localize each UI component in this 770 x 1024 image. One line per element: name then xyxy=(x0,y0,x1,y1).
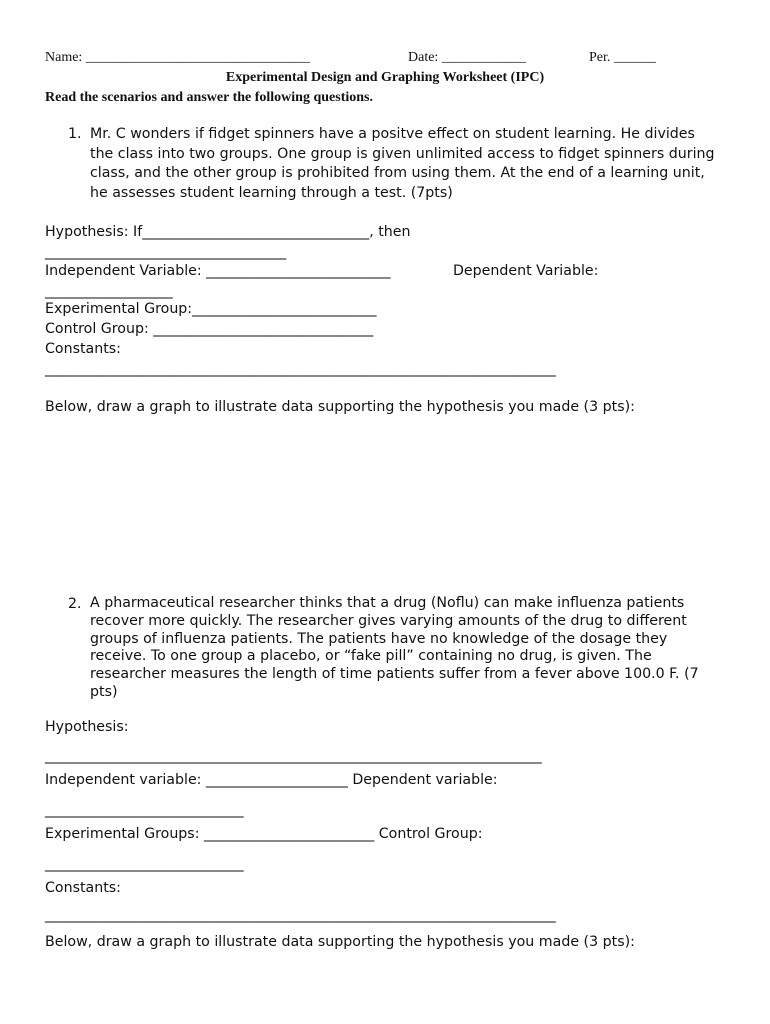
name-field-label: Name: ________________________________ xyxy=(45,50,310,65)
question-1-number: 1. xyxy=(68,126,82,142)
q1-hypothesis-continuation: __________________________________ xyxy=(45,244,287,260)
q1-graph-prompt: Below, draw a graph to illustrate data supporting the hypothesis you made (3 pts): xyxy=(45,399,635,415)
period-field-label: Per. ______ xyxy=(589,50,656,65)
q2-independent-dependent-variables: Independent variable: ____________________ Dependent variable: xyxy=(45,772,498,788)
question-2-number: 2. xyxy=(68,596,82,612)
q2-hypothesis-line: ______________________________________________________________________ xyxy=(45,748,542,764)
question-1-text: Mr. C wonders if fidget spinners have a positve effect on student learning. He divides the class into two groups. One group is given unlimited access to fidget spinners during class, and the other group is prohibited from using them. At the end of a learning unit, he assesses student learning through a test. (7pts) xyxy=(90,126,715,201)
q1-control-group: Control Group: _______________________________ xyxy=(45,321,374,337)
q2-dependent-variable-line: ____________________________ xyxy=(45,802,244,818)
q1-dependent-variable: Dependent Variable: xyxy=(453,263,599,279)
q1-constants-line: ________________________________________________________________________ xyxy=(45,361,556,377)
q2-constants-line: ________________________________________________________________________ xyxy=(45,907,556,923)
q2-experimental-control-groups: Experimental Groups: ________________________ Control Group: xyxy=(45,826,483,842)
q2-hypothesis-label: Hypothesis: xyxy=(45,719,129,735)
q1-constants-label: Constants: xyxy=(45,341,121,357)
q2-constants-label: Constants: xyxy=(45,880,121,896)
date-field-label: Date: ____________ xyxy=(408,50,526,65)
q1-independent-variable: Independent Variable: __________________________ xyxy=(45,263,391,279)
question-2-text: A pharmaceutical researcher thinks that a drug (Noflu) can make influenza patients recover more quickly. The researcher gives varying amounts of the drug to different groups of influenza patients. The patients have no knowledge of the dosage they receive. To one group a placebo, or “fake pill” containing no drug, is given. The researcher measures the length of time patients suffer from a fever above 100.0 F. (7 pts) xyxy=(90,595,699,700)
instructions: Read the scenarios and answer the following questions. xyxy=(45,90,373,105)
q2-graph-prompt: Below, draw a graph to illustrate data supporting the hypothesis you made (3 pts): xyxy=(45,934,635,950)
worksheet-title: Experimental Design and Graphing Worksheet (IPC) xyxy=(225,70,545,85)
q1-hypothesis-line: Hypothesis: If________________________________, then xyxy=(45,224,411,240)
q1-dependent-variable-line: __________________ xyxy=(45,283,173,299)
q1-experimental-group: Experimental Group:__________________________ xyxy=(45,301,377,317)
q2-control-group-line: ____________________________ xyxy=(45,856,244,872)
